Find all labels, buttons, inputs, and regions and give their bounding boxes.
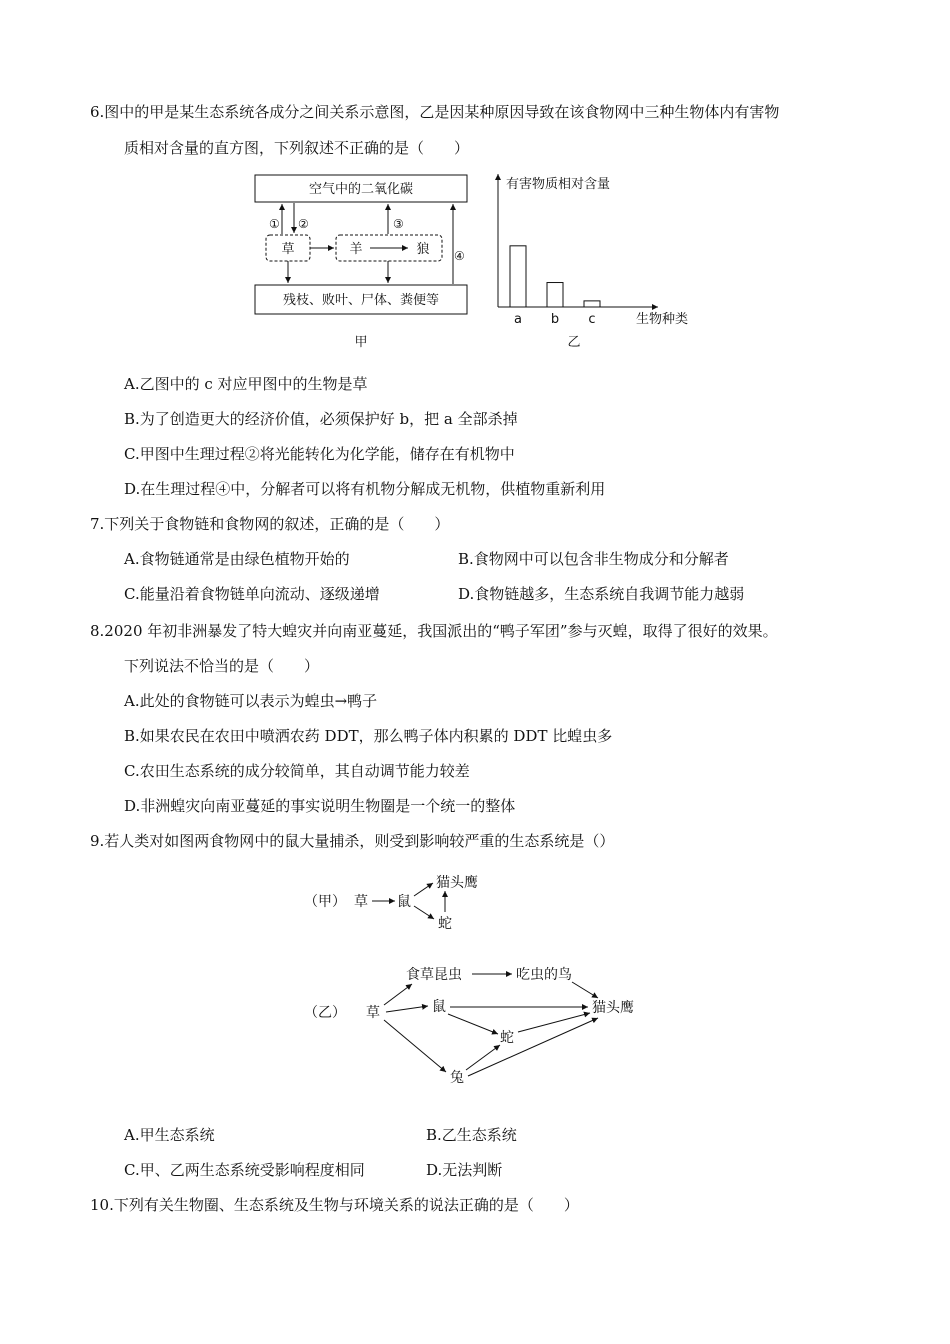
tick-label-b: b	[550, 312, 560, 327]
web-yi-grass: 草	[366, 1005, 380, 1021]
web-jia-snake: 蛇	[438, 916, 452, 932]
q6-option-a[interactable]: A.乙图中的 c 对应甲图中的生物是草	[124, 375, 368, 393]
co2-label: 空气中的二氧化碳	[308, 182, 414, 197]
web-jia-label: （甲）	[304, 894, 346, 910]
web-jia-arrow-mouse-owl	[414, 883, 433, 896]
web-jia-owl: 猫头鹰	[436, 875, 478, 891]
web-yi-insect: 食草昆虫	[406, 967, 462, 983]
q6-stem-line2: 质相对含量的直方图，下列叙述不正确的是（ ）	[124, 139, 470, 157]
mark-1: ①	[269, 217, 280, 231]
q6-option-b[interactable]: B.为了创造更大的经济价值，必须保护好 b，把 a 全部杀掉	[124, 410, 518, 428]
mark-3: ③	[393, 217, 404, 231]
q7-option-b[interactable]: B.食物网中可以包含非生物成分和分解者	[458, 550, 729, 568]
mark-4: ④	[454, 249, 465, 263]
q8-stem-line1: 8.2020 年初非洲暴发了特大蝗灾并向南亚蔓延，我国派出的“鸭子军团”参与灭蝗，取得了很好的效果。	[90, 622, 778, 640]
q6-figure-jia	[250, 168, 475, 353]
web-yi-arrow-bird-owl	[572, 982, 598, 998]
tick-label-c: c	[588, 312, 596, 327]
web-yi-owl: 猫头鹰	[592, 1000, 634, 1016]
caption-yi: 乙	[567, 335, 581, 350]
q8-option-d[interactable]: D.非洲蝗灾向南亚蔓延的事实说明生物圈是一个统一的整体	[124, 797, 516, 815]
bar-a	[510, 246, 526, 307]
web-yi-mouse: 鼠	[432, 999, 446, 1015]
caption-jia: 甲	[354, 335, 368, 350]
web-yi-arrow-rabbit-owl	[468, 1018, 598, 1076]
q9-option-b[interactable]: B.乙生态系统	[426, 1126, 517, 1144]
q6-option-d[interactable]: D.在生理过程④中，分解者可以将有机物分解成无机物，供植物重新利用	[124, 480, 606, 498]
web-yi-rabbit: 兔	[450, 1070, 464, 1086]
web-yi-snake: 蛇	[500, 1030, 514, 1046]
web-yi-arrow-grass-insect	[384, 984, 412, 1005]
q8-option-b[interactable]: B.如果农民在农田中喷洒农药 DDT，那么鸭子体内积累的 DDT 比蝗虫多	[124, 727, 613, 745]
web-jia-arrow-mouse-snake	[414, 906, 434, 919]
q6-stem-line1: 6.图中的甲是某生态系统各成分之间关系示意图，乙是因某种原因导致在该食物网中三种生物体内有害物	[90, 103, 780, 121]
q7-option-d[interactable]: D.食物链越多，生态系统自我调节能力越弱	[458, 585, 745, 603]
web-yi-label: （乙）	[304, 1005, 346, 1021]
web-yi-arrow-mouse-snake	[448, 1014, 498, 1034]
web-yi-arrow-grass-rabbit	[384, 1020, 446, 1072]
web-yi-arrow-grass-mouse	[386, 1006, 428, 1012]
q9-food-web-figure	[300, 862, 660, 1097]
q8-option-c[interactable]: C.农田生态系统的成分较简单，其自动调节能力较差	[124, 762, 470, 780]
q9-option-a[interactable]: A.甲生态系统	[124, 1126, 215, 1144]
web-yi-arrow-rabbit-snake	[466, 1045, 500, 1070]
q9-option-d[interactable]: D.无法判断	[426, 1161, 503, 1179]
grass-label: 草	[281, 242, 295, 257]
q7-option-a[interactable]: A.食物链通常是由绿色植物开始的	[124, 550, 350, 568]
residue-label: 残枝、败叶、尸体、粪便等	[282, 293, 440, 308]
q8-stem-line2: 下列说法不恰当的是（ ）	[124, 657, 320, 675]
q10-stem: 10.下列有关生物圈、生态系统及生物与环境关系的说法正确的是（ ）	[90, 1196, 579, 1214]
q9-option-c[interactable]: C.甲、乙两生态系统受影响程度相同	[124, 1161, 365, 1179]
wolf-label: 狼	[416, 242, 430, 257]
x-axis-label: 生物种类	[636, 312, 689, 327]
q6-figure-yi-bar-chart	[488, 168, 698, 353]
web-yi-arrow-snake-owl	[518, 1013, 590, 1032]
mark-2: ②	[298, 217, 309, 231]
tick-label-a: a	[514, 312, 522, 327]
y-axis-label: 有害物质相对含量	[506, 177, 611, 192]
q7-stem: 7.下列关于食物链和食物网的叙述，正确的是（ ）	[90, 515, 450, 533]
q7-option-c[interactable]: C.能量沿着食物链单向流动、逐级递增	[124, 585, 380, 603]
web-jia-mouse: 鼠	[397, 894, 411, 910]
bar-c	[584, 301, 600, 307]
q8-option-a[interactable]: A.此处的食物链可以表示为蝗虫→鸭子	[124, 692, 378, 710]
web-jia-grass: 草	[354, 894, 368, 910]
web-yi-bird: 吃虫的鸟	[516, 967, 572, 983]
bar-b	[547, 283, 563, 307]
sheep-label: 羊	[349, 242, 363, 257]
q9-stem: 9.若人类对如图两食物网中的鼠大量捕杀，则受到影响较严重的生态系统是（）	[90, 832, 615, 850]
q6-option-c[interactable]: C.甲图中生理过程②将光能转化为化学能，储存在有机物中	[124, 445, 515, 463]
